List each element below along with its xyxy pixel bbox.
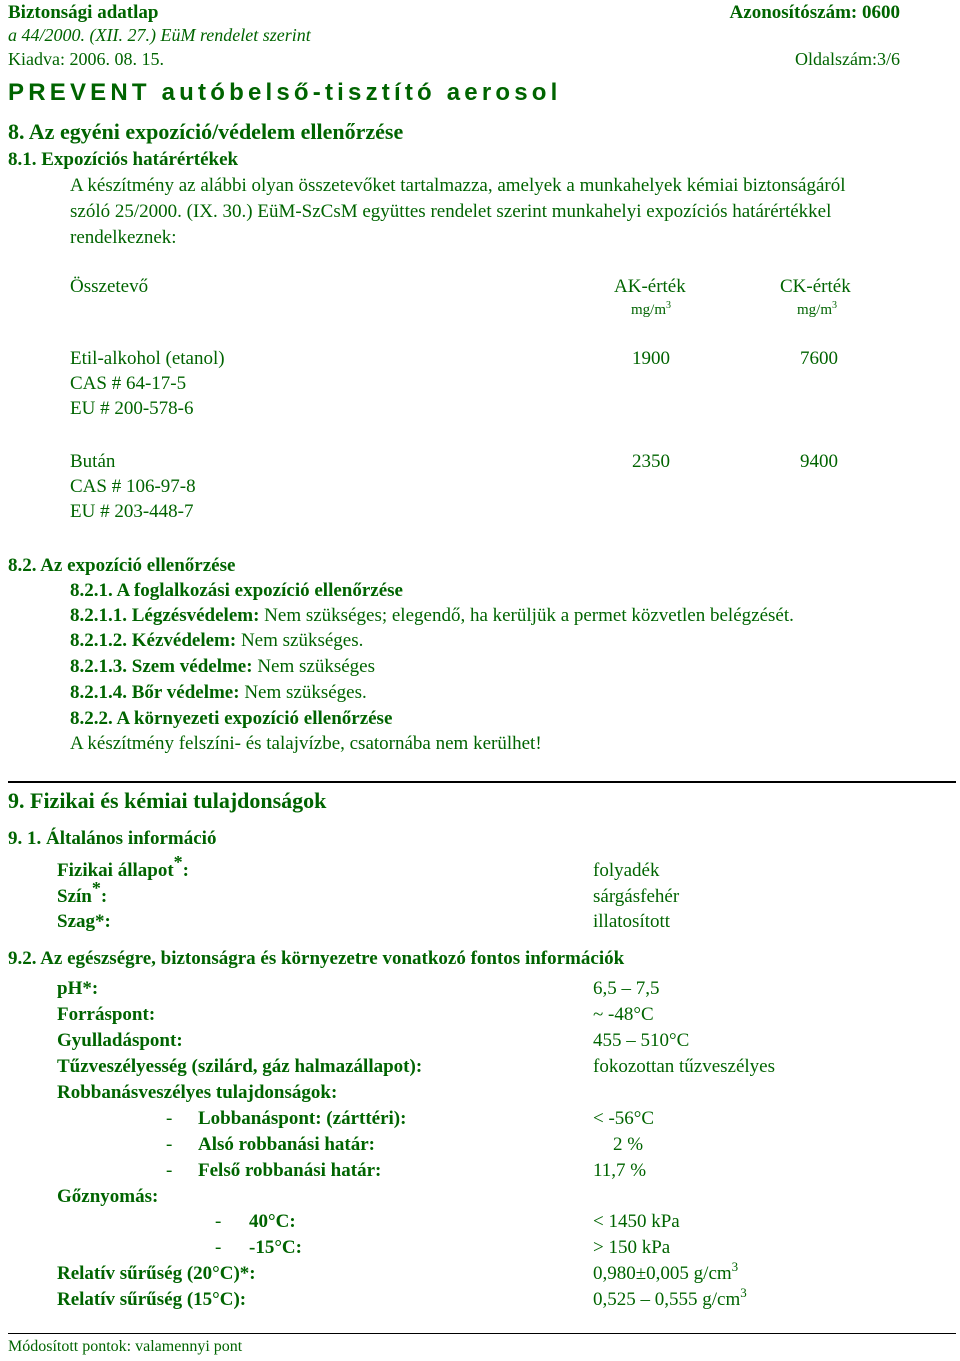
section-8-2-1-heading: 8.2.1. A foglalkozási expozíció ellenőrzése xyxy=(70,580,403,601)
id-number: Azonosítószám: 0600 xyxy=(729,2,900,23)
section-divider xyxy=(8,781,956,783)
relative-density-20-label: Relatív sűrűség (20°C)*: xyxy=(57,1263,256,1284)
component-eu: EU # 200-578-6 xyxy=(70,398,194,419)
component-name: Bután xyxy=(70,451,116,472)
section-9-2-heading: 9.2. Az egészségre, biztonságra és környezetre vonatkozó fontos információk xyxy=(8,948,625,969)
section-8-heading: 8. Az egyéni expozíció/védelem ellenőrzése xyxy=(8,119,404,144)
ignition-point-label: Gyulladáspont: xyxy=(57,1030,183,1051)
section-8-2-2-heading: 8.2.2. A környezeti expozíció ellenőrzése xyxy=(70,708,393,729)
section-8-1-heading: 8.1. Expozíciós határértékek xyxy=(8,149,239,170)
column-header-component: Összetevő xyxy=(70,276,149,297)
component-cas: CAS # 106-97-8 xyxy=(70,476,196,497)
ph-label: pH*: xyxy=(57,978,99,999)
flammability-value: fokozottan tűzveszélyes xyxy=(593,1056,776,1077)
hand-protection: 8.2.1.2. Kézvédelem: Nem szükséges. xyxy=(70,630,364,651)
regulation-reference: a 44/2000. (XII. 27.) EüM rendelet szerint xyxy=(8,25,311,45)
column-header-ck: CK-érték xyxy=(780,276,851,297)
component-name: Etil-alkohol (etanol) xyxy=(70,348,225,369)
lower-explosion-limit-value: 2 % xyxy=(613,1134,644,1155)
upper-explosion-limit-label: Felső robbanási határ: xyxy=(198,1160,382,1181)
vapor-pressure-40-value: < 1450 kPa xyxy=(593,1211,680,1232)
list-dash: - xyxy=(166,1134,173,1155)
color-value: sárgásfehér xyxy=(593,886,680,907)
list-dash: - xyxy=(166,1108,173,1129)
issue-date: Kiadva: 2006. 08. 15. xyxy=(8,49,164,69)
physical-state-label: Fizikai állapot*: xyxy=(57,852,189,881)
flash-point-value: < -56°C xyxy=(593,1108,655,1129)
eye-protection: 8.2.1.3. Szem védelme: Nem szükséges xyxy=(70,656,375,677)
relative-density-20-value: 0,980±0,005 $g/cm^3$ xyxy=(593,1259,739,1284)
section-9-1-heading: 9. 1. Általános információ xyxy=(8,828,217,849)
lower-explosion-limit-label: Alsó robbanási határ: xyxy=(198,1134,376,1155)
page-number: Oldalszám:3/6 xyxy=(795,49,900,69)
document-title: Biztonsági adatlap xyxy=(8,2,159,23)
ak-value: 2350 xyxy=(632,451,670,472)
boiling-point-label: Forráspont: xyxy=(57,1004,156,1025)
vapor-pressure-40-label: 40°C: xyxy=(249,1211,296,1232)
physical-state-value: folyadék xyxy=(593,860,660,881)
skin-protection: 8.2.1.4. Bőr védelme: Nem szükséges. xyxy=(70,682,367,703)
list-dash: - xyxy=(215,1237,222,1258)
vapor-pressure-15-value: > 150 kPa xyxy=(593,1237,671,1258)
color-label: Szín*: xyxy=(57,878,108,907)
section-8-1-text-line-2: szóló 25/2000. (IX. 30.) EüM-SzCsM együttes rendelet szerint munkahelyi expozíciós határértékkel xyxy=(70,201,832,222)
section-8-1-text-line-3: rendelkeznek: xyxy=(70,227,177,248)
vapor-pressure-label: Gőznyomás: xyxy=(57,1186,159,1207)
product-name: PREVENT autóbelső-tisztító aerosol xyxy=(8,79,562,106)
relative-density-15-label: Relatív sűrűség (15°C): xyxy=(57,1289,247,1310)
ck-value: 7600 xyxy=(800,348,838,369)
section-8-1-text-line-1: A készítmény az alábbi olyan összetevőket tartalmazza, amelyek a munkahelyek kémiai biztonságáról xyxy=(70,175,846,196)
flammability-label: Tűzveszélyesség (szilárd, gáz halmazállapot): xyxy=(57,1056,423,1077)
environmental-exposure-text: A készítmény felszíni- és talajvízbe, csatornába nem kerülhet! xyxy=(70,733,542,754)
footer-divider xyxy=(8,1333,956,1334)
footer-note: Módosított pontok: valamennyi pont xyxy=(8,1338,243,1355)
unit-ak: $mg/m^3$ xyxy=(631,300,672,318)
odor-label: Szag*: xyxy=(57,911,111,932)
explosive-properties-label: Robbanásveszélyes tulajdonságok: xyxy=(57,1082,338,1103)
ignition-point-value: 455 – 510°C xyxy=(593,1030,690,1051)
respiratory-protection: 8.2.1.1. Légzésvédelem: Nem szükséges; elegendő, ha kerüljük a permet közvetlen belégzését. xyxy=(70,605,794,626)
odor-value: illatosított xyxy=(593,911,671,932)
section-8-2-heading: 8.2. Az expozíció ellenőrzése xyxy=(8,555,236,576)
column-header-ak: AK-érték xyxy=(614,276,686,297)
vapor-pressure-15-label: -15°C: xyxy=(249,1237,302,1258)
list-dash: - xyxy=(166,1160,173,1181)
ph-value: 6,5 – 7,5 xyxy=(593,978,660,999)
boiling-point-value: ~ -48°C xyxy=(593,1004,654,1025)
ck-value: 9400 xyxy=(800,451,838,472)
component-cas: CAS # 64-17-5 xyxy=(70,373,187,394)
component-eu: EU # 203-448-7 xyxy=(70,501,194,522)
flash-point-label: Lobbanáspont: (zárttéri): xyxy=(198,1108,407,1129)
upper-explosion-limit-value: 11,7 % xyxy=(593,1160,647,1181)
unit-ck: $mg/m^3$ xyxy=(797,300,838,318)
section-9-heading: 9. Fizikai és kémiai tulajdonságok xyxy=(8,788,327,813)
list-dash: - xyxy=(215,1211,222,1232)
relative-density-15-value: 0,525 – 0,555 $g/cm^3$ xyxy=(593,1285,747,1310)
ak-value: 1900 xyxy=(632,348,670,369)
